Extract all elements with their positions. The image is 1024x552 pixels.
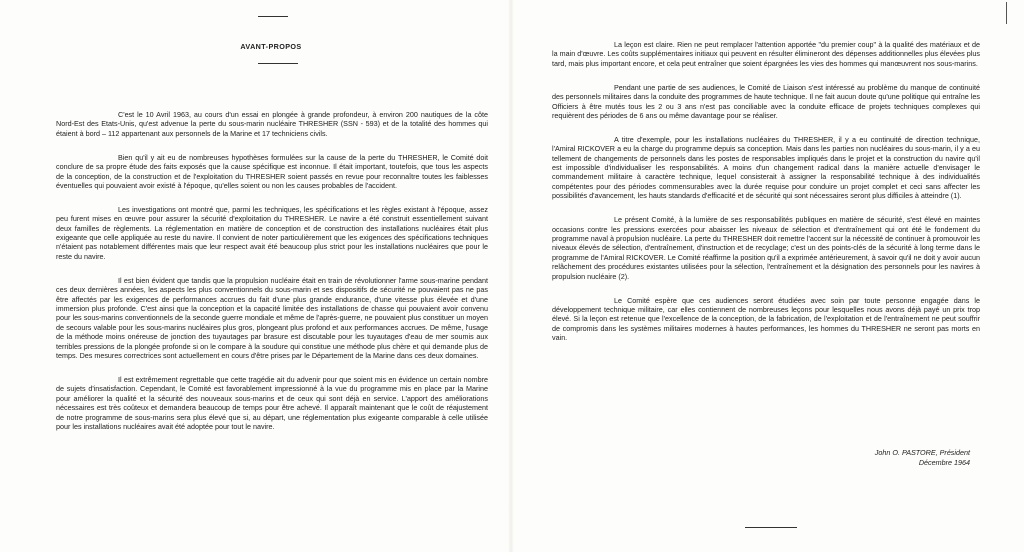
paragraph: C'est le 10 Avril 1963, au cours d'un essai en plongée à grande profondeur, à environ 200 nautiques de la côte Nord-Est des Etats-Unis, qu'est advenue la perte du sous-marin nucléaire THRESHER (SSN - 593) et de la totalité des hommes qui étaient à bord – 112 appartenant aux personnels de la Marine et 17 techniciens civils. [56,110,488,138]
book-gutter [508,0,514,552]
left-page-body [56,110,488,446]
signature-name: John O. PASTORE, Président [874,448,970,457]
signature-block [770,448,970,468]
paragraph: Les investigations ont montré que, parmi les techniques, les spécifications et les règles existant à l'époque, assez peu furent mises en œuvre pour assurer la sécurité d'exploitation du THRESHER. Le navire a été construit essentiellement suivant deux familles de règlements. La réglementation en matière de conception et de construction des installations nucléaires était plus exigeante que celle appliquée au reste du navire. Il convient de noter particulièrement que les exigences des spécifications techniques n'étaient pas notablement différentes mais que leur respect avait été beaucoup plus strict pour les installations nucléaires que pour le reste du navire. [56,204,488,261]
paragraph: A titre d'exemple, pour les installations nucléaires du THRESHER, il y a eu continuité de direction technique, l'Amiral RICKOVER a eu la charge du programme depuis sa conception. Mais dans les parties non nucléaires du sous-marin, il y a eu tellement de changements de personnels dans les postes de responsables impliqués dans le projet et la construction du navire qu'il est impossible d'individualiser les responsabilités. A moins d'un changement radical dans la manière actuelle d'envisager le commandement militaire à caractère technique, lequel consisterait à assigner la responsabilité technique à des individualités compétentes pour des périodes commensurables avec la durée requise pour conduire un projet complet et ceci sans affecter les possibilités d'avancement, les hauts standards d'efficacité et de sécurité qui sont nécessaires seront plus difficiles à atteindre (1). [552,134,980,201]
paragraph: Le présent Comité, à la lumière de ses responsabilités publiques en matière de sécurité, s'est élevé en maintes occasions contre les pressions exercées pour abaisser les niveaux de sélection et d'entraînement qui ont été le fondement du programme naval à propulsion nucléaire. La perte du THRESHER doit remettre l'accent sur la nécessité de continuer à promouvoir les niveaux élevés de sélection, d'entraînement, d'instruction et de recyclage; c'est un des points-clés de la sécurité à long terme dans le programme de l'Amiral RICKOVER. Le Comité réaffirme la position qu'il a exprimée antérieurement, à savoir qu'il ne doit y avoir aucun relâchement des procédures existantes utilisées pour la sélection, l'entraînement et la désignation des personnels pour les navires à propulsion nucléaire (2). [552,215,980,281]
bottom-rule [745,527,797,528]
paragraph: Bien qu'il y ait eu de nombreuses hypothèses formulées sur la cause de la perte du THRESHER, le Comité doit conclure de sa propre étude des faits exposés que la cause spécifique est inconnue. Il était important, toutefois, que tous les aspects de la conception, de la construction et de l'exploitation du THRESHER soient passés en revue pour reconnaître toutes les faiblesses éventuelles qui pouvaient avoir existé à l'époque, qu'elles soient ou non les causes probables de l'accident. [56,152,488,190]
paragraph: Pendant une partie de ses audiences, le Comité de Liaison s'est intéressé au problème du manque de continuité des personnels militaires dans la conduite des programmes de haute technique. Il ne fait aucun doute qu'une politique qui entraîne les Officiers à être mutés tous les 2 ou 3 ans n'est pas conciliable avec la conduite efficace de projets techniques complexes qui requièrent des périodes de 6 ans ou même davantage pour se réaliser. [552,82,980,120]
signature-date: Décembre 1964 [918,458,970,467]
paragraph: Il est extrêmement regrettable que cette tragédie ait du advenir pour que soient mis en évidence un certain nombre de sujets d'insatisfaction. Cependant, le Comité est favorablement impressionné à la vue du programme mis en place par la Marine pour améliorer la qualité et la sécurité des nouveaux sous-marins et de ceux qui sont déjà en service. L'apport des améliorations nécessaires est très coûteux et demandera beaucoup de temps pour être achevé. Il apparaît maintenant que le coût de réajustement de notre programme de sous-marins sera plus élevé que si, au départ, une réglementation plus exigeante comparable à celle utilisée pour les installations nucléaires avait été adoptée pour tout le navire. [56,374,488,431]
page-edge-mark [1006,2,1007,24]
title-rule [258,63,298,64]
page-title: AVANT-PROPOS [240,42,302,51]
paragraph: Il est bien évident que tandis que la propulsion nucléaire était en train de révolutionner l'arme sous-marine pendant ces deux dernières années, les aspects les plus conventionnels du sous-marin et ses dispositifs de sécurité ne pouvaient pas ne pas être affectés par les exigences de performances accrues du fait d'une plus grande endurance, d'une vitesse plus élevée et d'une immersion plus profonde. C'est ainsi que la conception et la capacité limitée des installations de chasse qui pouvaient avoir convenu pour les sous-marins conventionnels de la seconde guerre mondiale et même de l'après-guerre, ne pouvaient plus constituer un moyen de secours valable pour les sous-marins nucléaires plus gros, plongeant plus profond et aux performances accrues. De même, l'usage de la méthode moins onéreuse de jonction des tuyautages par brasure est discutable pour les tuyautages d'eau de mer soumis aux terribles pressions de la plongée profonde si on le compare à la soudure qui constitue une méthode plus chère et qui demande plus de temps. Des mesures correctrices sont actuellement en cours d'être prises par le Département de la Marine dans ces deux domaines. [56,275,488,361]
paragraph: Le Comité espère que ces audiences seront étudiées avec soin par toute personne engagée dans le développement technique militaire, car elles contiennent de nombreuses leçons pour lesquelles nous avons déjà payé un prix trop élevé. Si la leçon est retenue que l'excellence de la conception, de la fabrication, de l'exploitation et de l'entraînement ne peut souffrir de compromis dans les systèmes militaires modernes à hautes performances, les hommes du THRESHER ne seront pas morts en vain. [552,295,980,343]
right-page-body [552,40,980,357]
paragraph: La leçon est claire. Rien ne peut remplacer l'attention apportée "du premier coup" à la qualité des matériaux et de la main d'œuvre. Les coûts supplémentaires initiaux qui peuvent en résulter élimineront des dépenses additionnelles plus élevées plus tard, mais plus important encore, et cela peut entraîner que soient épargnées les vies des hommes qui manœuvrent nos sous-marins. [552,40,980,68]
top-rule [258,16,288,17]
